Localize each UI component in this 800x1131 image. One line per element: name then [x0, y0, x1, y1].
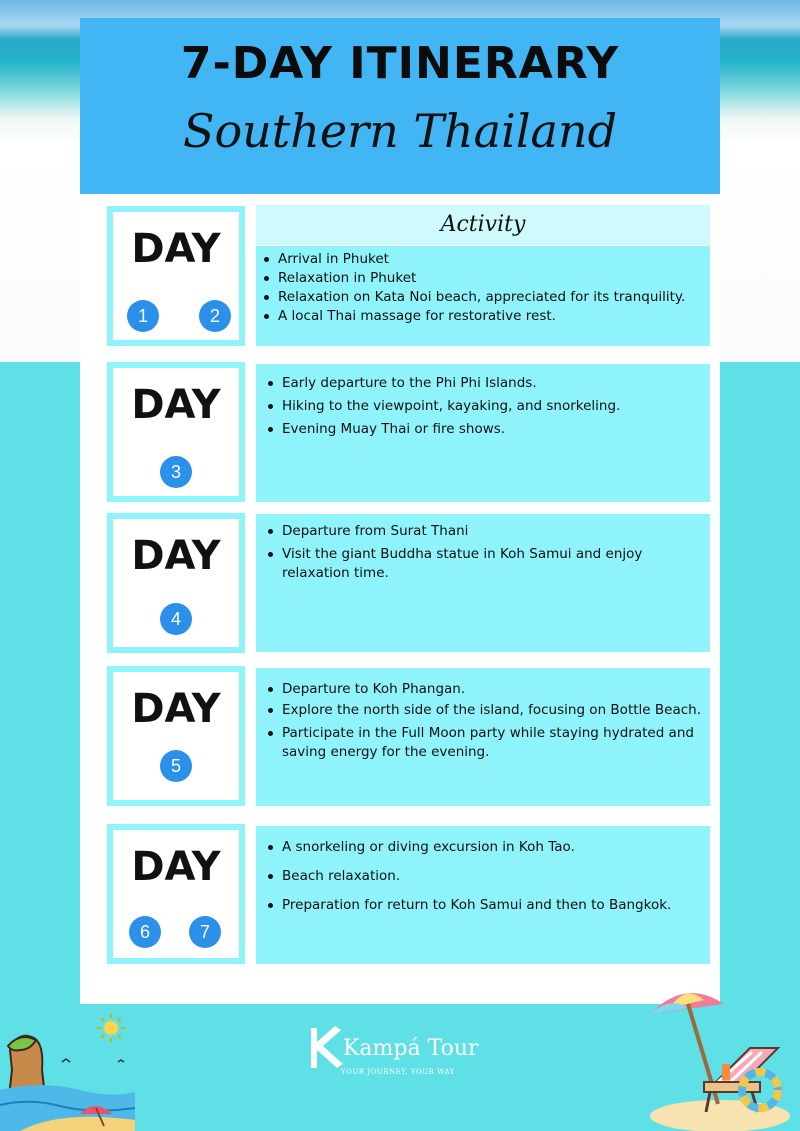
brand-logo [305, 1022, 495, 1082]
activity-list [256, 826, 710, 915]
day-number-badge: 1 [127, 300, 159, 332]
list-item: Relaxation in Phuket [256, 269, 710, 288]
activity-box-4 [256, 514, 710, 652]
day-label: DAY [131, 686, 221, 732]
itinerary-header [80, 18, 720, 194]
day-number-badge: 7 [189, 916, 221, 948]
activity-box-6-7 [256, 826, 710, 964]
activity-box-1-2 [256, 246, 710, 346]
island-illustration-icon [0, 1010, 140, 1131]
list-item: Departure to Koh Phangan. [260, 680, 710, 699]
list-item: Hiking to the viewpoint, kayaking, and snorkeling. [260, 397, 710, 416]
day-box-5 [107, 666, 245, 806]
list-item: A snorkeling or diving excursion in Koh Tao. [260, 838, 710, 857]
list-item: Relaxation on Kata Noi beach, appreciated for its tranquility. [256, 288, 710, 307]
day-label: DAY [131, 382, 221, 428]
page-title: 7-DAY ITINERARY [180, 38, 620, 89]
list-item: Participate in the Full Moon party while staying hydrated and saving energy for the evening. [260, 724, 710, 762]
day-number-badge: 2 [199, 300, 231, 332]
day-number-badge: 4 [160, 603, 192, 635]
list-item: Early departure to the Phi Phi Islands. [260, 374, 710, 393]
activity-box-3 [256, 364, 710, 502]
brand-k-icon [307, 1026, 343, 1070]
activity-list [256, 364, 710, 439]
page-subtitle: Southern Thailand [182, 104, 618, 158]
brand-name: Kampá Tour [343, 1036, 479, 1061]
day-number-badge: 5 [160, 750, 192, 782]
day-box-6-7 [107, 824, 245, 964]
beach-chair-illustration-icon [640, 978, 800, 1131]
list-item: Preparation for return to Koh Samui and then to Bangkok. [260, 896, 710, 915]
activity-header-label: Activity [440, 212, 526, 237]
day-number-badge: 6 [129, 916, 161, 948]
day-label: DAY [131, 226, 221, 272]
day-box-3 [107, 362, 245, 502]
list-item: Visit the giant Buddha statue in Koh Samui and enjoy relaxation time. [260, 545, 710, 583]
list-item: A local Thai massage for restorative rest. [256, 307, 710, 326]
activity-list [256, 668, 710, 762]
day-box-4 [107, 513, 245, 653]
day-box-1-2 [107, 206, 245, 346]
list-item: Explore the north side of the island, focusing on Bottle Beach. [260, 701, 710, 720]
activity-list [256, 514, 710, 583]
day-number-badge: 3 [160, 456, 192, 488]
list-item: Evening Muay Thai or fire shows. [260, 420, 710, 439]
brand-tagline: YOUR JOURNEY, YOUR WAY [341, 1068, 455, 1076]
list-item: Departure from Surat Thani [260, 522, 710, 541]
list-item: Beach relaxation. [260, 867, 710, 886]
activity-box-5 [256, 668, 710, 806]
day-label: DAY [131, 533, 221, 579]
activity-list [256, 246, 710, 326]
list-item: Arrival in Phuket [256, 250, 710, 269]
day-label: DAY [131, 844, 221, 890]
activity-column-header [256, 205, 710, 245]
